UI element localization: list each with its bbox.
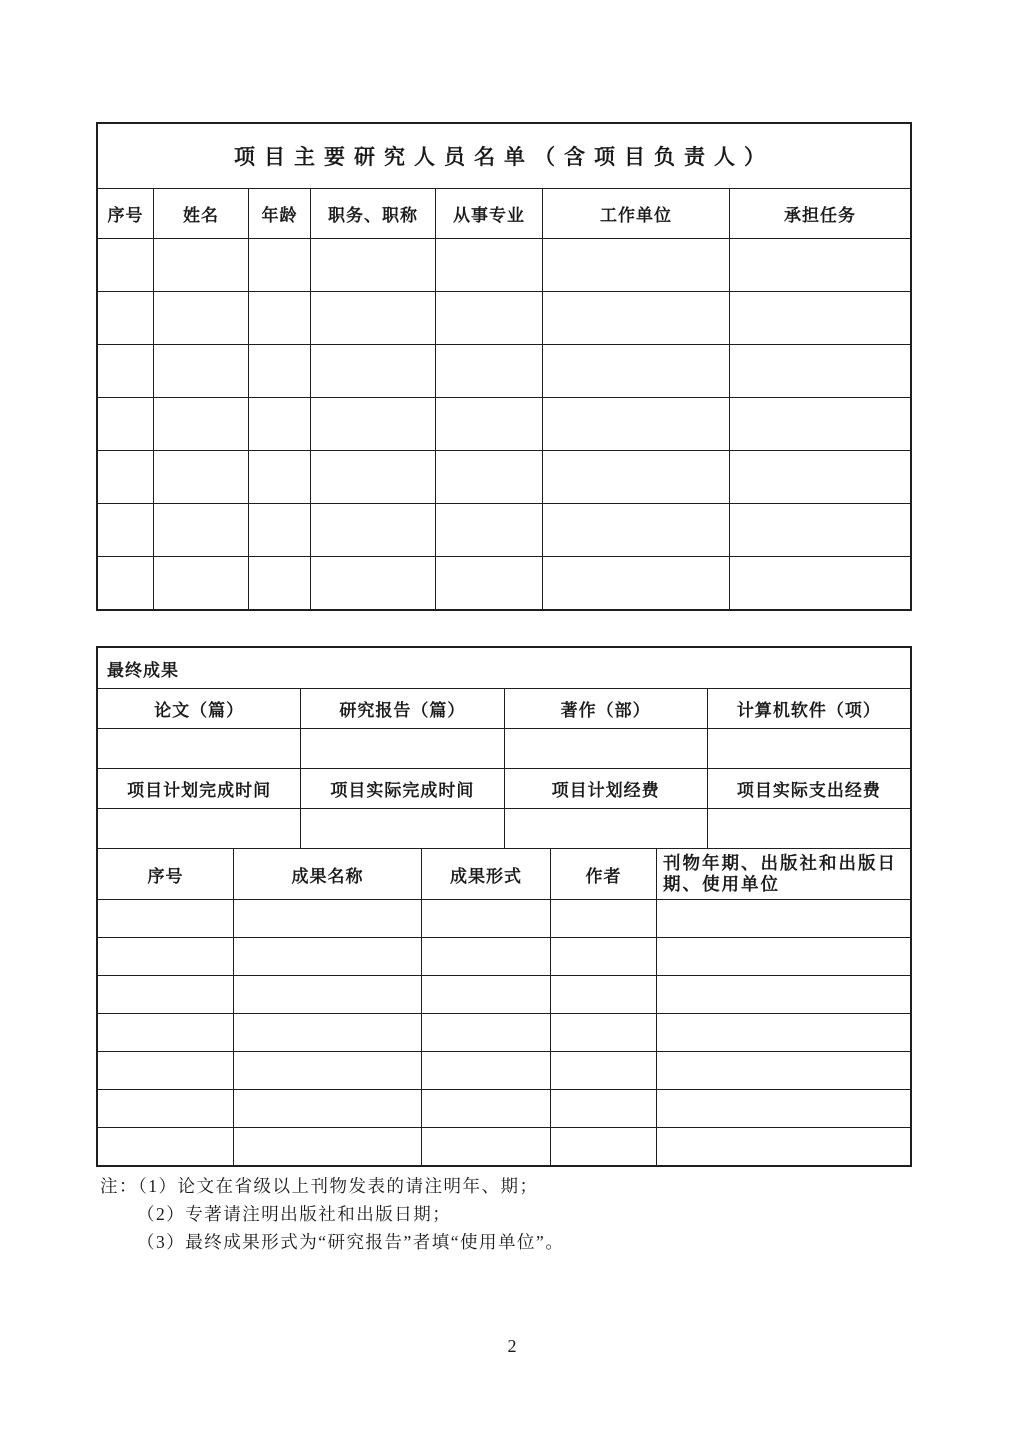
empty-cell xyxy=(421,938,550,975)
empty-cell xyxy=(310,345,435,397)
empty-cell xyxy=(729,239,910,291)
results-list-empty-row xyxy=(98,1089,910,1127)
empty-cell xyxy=(542,504,729,556)
empty-cell xyxy=(550,1128,656,1165)
results-list-empty-row xyxy=(98,1051,910,1089)
personnel-empty-row xyxy=(98,450,910,503)
empty-cell xyxy=(707,729,910,768)
column-header-task: 承担任务 xyxy=(729,189,910,238)
column-header-author: 作者 xyxy=(550,849,656,899)
empty-cell xyxy=(233,1090,421,1127)
empty-cell xyxy=(98,239,153,291)
results-list-empty-row xyxy=(98,899,910,937)
personnel-empty-row xyxy=(98,503,910,556)
empty-cell xyxy=(729,504,910,556)
empty-cell xyxy=(504,809,707,848)
empty-cell xyxy=(435,557,542,609)
empty-cell xyxy=(421,976,550,1013)
empty-cell xyxy=(300,809,503,848)
results-count-header-row xyxy=(98,688,910,728)
column-header-position-title: 职务、职称 xyxy=(310,189,435,238)
empty-cell xyxy=(504,729,707,768)
empty-cell xyxy=(233,976,421,1013)
footnote-2: （2）专著请注明出版社和出版日期； xyxy=(137,1204,452,1224)
empty-cell xyxy=(435,451,542,503)
column-header-planned-funds: 项目计划经费 xyxy=(504,769,707,808)
empty-cell xyxy=(98,900,233,937)
empty-cell xyxy=(542,345,729,397)
empty-cell xyxy=(300,729,503,768)
empty-cell xyxy=(98,504,153,556)
empty-cell xyxy=(233,1014,421,1051)
empty-cell xyxy=(233,900,421,937)
empty-cell xyxy=(98,345,153,397)
column-header-papers: 论文（篇） xyxy=(154,701,245,720)
empty-cell xyxy=(310,292,435,344)
empty-cell xyxy=(98,809,300,848)
empty-cell xyxy=(542,398,729,450)
empty-cell xyxy=(729,557,910,609)
column-header-publication-info: 刊物年期、出版社和出版日期、使用单位 xyxy=(656,849,910,899)
empty-cell xyxy=(248,557,310,609)
empty-cell xyxy=(550,1052,656,1089)
personnel-table-header-row xyxy=(98,188,910,238)
footnotes xyxy=(100,1172,564,1256)
personnel-empty-row xyxy=(98,344,910,397)
empty-cell xyxy=(550,1090,656,1127)
column-header-books: 著作（部） xyxy=(504,689,707,728)
empty-cell xyxy=(550,976,656,1013)
column-header-actual-completion: 项目实际完成时间 xyxy=(300,769,503,808)
empty-cell xyxy=(98,1128,233,1165)
results-list-empty-row xyxy=(98,1013,910,1051)
empty-cell xyxy=(310,239,435,291)
empty-cell xyxy=(153,239,248,291)
empty-cell xyxy=(656,1014,910,1051)
column-header-result-form: 成果形式 xyxy=(421,849,550,899)
empty-cell xyxy=(421,1052,550,1089)
results-list-empty-row xyxy=(98,975,910,1013)
column-header-result-name: 成果名称 xyxy=(233,849,421,899)
footnote-1: 注：（1）论文在省级以上刊物发表的请注明年、期； xyxy=(100,1176,539,1196)
empty-cell xyxy=(707,809,910,848)
personnel-empty-row xyxy=(98,291,910,344)
column-header-index: 序号 xyxy=(147,866,184,886)
empty-cell xyxy=(729,451,910,503)
empty-cell xyxy=(656,900,910,937)
empty-cell xyxy=(421,900,550,937)
final-results-title-row xyxy=(98,648,910,688)
empty-cell xyxy=(233,1052,421,1089)
empty-cell xyxy=(248,504,310,556)
empty-cell xyxy=(233,1128,421,1165)
empty-cell xyxy=(435,345,542,397)
empty-cell xyxy=(248,239,310,291)
column-header-work-unit: 工作单位 xyxy=(542,189,729,238)
empty-cell xyxy=(729,398,910,450)
empty-cell xyxy=(656,1128,910,1165)
empty-cell xyxy=(98,451,153,503)
empty-cell xyxy=(98,398,153,450)
empty-cell xyxy=(98,292,153,344)
empty-cell xyxy=(542,239,729,291)
column-header-index: 序号 xyxy=(107,206,144,225)
empty-cell xyxy=(542,557,729,609)
personnel-table-title-row xyxy=(98,124,910,188)
empty-cell xyxy=(435,504,542,556)
empty-cell xyxy=(98,976,233,1013)
final-results-table xyxy=(96,646,912,1167)
empty-cell xyxy=(421,1014,550,1051)
footnote-3: （3）最终成果形式为“研究报告”者填“使用单位”。 xyxy=(137,1232,565,1252)
empty-cell xyxy=(542,451,729,503)
empty-cell xyxy=(310,398,435,450)
schedule-header-row xyxy=(98,768,910,808)
column-header-planned-completion: 项目计划完成时间 xyxy=(127,781,272,800)
empty-cell xyxy=(153,557,248,609)
personnel-empty-row xyxy=(98,397,910,450)
empty-cell xyxy=(98,938,233,975)
empty-cell xyxy=(550,900,656,937)
empty-cell xyxy=(98,1014,233,1051)
empty-cell xyxy=(233,938,421,975)
empty-cell xyxy=(550,1014,656,1051)
empty-cell xyxy=(153,451,248,503)
empty-cell xyxy=(248,345,310,397)
empty-cell xyxy=(435,292,542,344)
column-header-research-reports: 研究报告（篇） xyxy=(300,689,503,728)
empty-cell xyxy=(153,504,248,556)
column-header-age: 年龄 xyxy=(248,189,310,238)
empty-cell xyxy=(248,398,310,450)
final-results-title: 最终成果 xyxy=(107,660,179,680)
empty-cell xyxy=(729,292,910,344)
empty-cell xyxy=(98,729,300,768)
page-number: 2 xyxy=(507,1336,517,1356)
empty-cell xyxy=(153,345,248,397)
personnel-empty-row xyxy=(98,238,910,291)
empty-cell xyxy=(656,938,910,975)
empty-cell xyxy=(421,1128,550,1165)
empty-cell xyxy=(550,938,656,975)
empty-cell xyxy=(656,1052,910,1089)
column-header-actual-expense: 项目实际支出经费 xyxy=(707,769,910,808)
empty-cell xyxy=(98,557,153,609)
results-list-header-row xyxy=(98,848,910,899)
empty-cell xyxy=(435,398,542,450)
empty-cell xyxy=(729,345,910,397)
empty-cell xyxy=(153,292,248,344)
schedule-empty-row xyxy=(98,808,910,848)
column-header-software: 计算机软件（项） xyxy=(707,689,910,728)
empty-cell xyxy=(421,1090,550,1127)
empty-cell xyxy=(98,1052,233,1089)
empty-cell xyxy=(656,1090,910,1127)
empty-cell xyxy=(248,292,310,344)
personnel-empty-row xyxy=(98,556,910,609)
empty-cell xyxy=(542,292,729,344)
empty-cell xyxy=(310,504,435,556)
column-header-name: 姓名 xyxy=(153,189,248,238)
results-count-empty-row xyxy=(98,728,910,768)
empty-cell xyxy=(656,976,910,1013)
empty-cell xyxy=(248,451,310,503)
empty-cell xyxy=(98,1090,233,1127)
empty-cell xyxy=(435,239,542,291)
column-header-profession: 从事专业 xyxy=(435,189,542,238)
empty-cell xyxy=(153,398,248,450)
empty-cell xyxy=(310,451,435,503)
results-list-empty-row xyxy=(98,1127,910,1165)
empty-cell xyxy=(310,557,435,609)
results-list-empty-row xyxy=(98,937,910,975)
personnel-table xyxy=(96,122,912,611)
personnel-table-title: 项目主要研究人员名单（含项目负责人） xyxy=(234,145,774,169)
